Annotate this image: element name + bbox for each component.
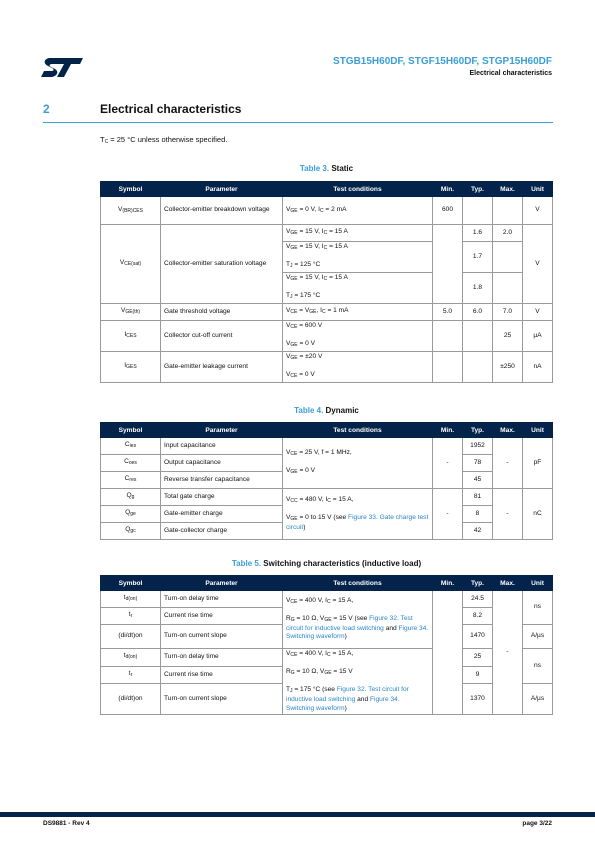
max-cell [493,273,523,304]
symbol-cell: $Q_{gc}$ [101,523,161,540]
typ-cell [463,321,493,352]
typ-cell: 8 [463,506,493,523]
min-cell: 5.0 [433,304,463,321]
col-unit: Unit [523,423,553,438]
symbol-cell: $V_{GE(th)}$ [101,304,161,321]
unit-cell: µA [523,321,553,352]
typ-cell [463,197,493,225]
min-cell: - [433,438,463,489]
unit-cell: ns [523,591,553,625]
max-cell: - [493,591,523,715]
conditions-cell: $V_{GE} = \pm 20$ V $V_{CE} = 0$ V [283,352,433,383]
min-cell: - [433,489,463,540]
conditions-cell: $V_{GE} = 0$ V, $I_C = 2$ mA [283,197,433,225]
parameter-cell: Collector-emitter saturation voltage [161,225,283,304]
symbol-cell: $Q_{ge}$ [101,506,161,523]
symbol-cell: (di/dt)on [101,684,161,715]
table-row [101,197,553,225]
unit-cell: nC [523,489,553,540]
col-symbol: Symbol [101,423,161,438]
symbol-cell: (di/dt)on [101,625,161,649]
col-typ: Typ. [463,576,493,591]
max-cell: - [493,438,523,489]
table3-static [100,181,553,383]
section-number: 2 [43,102,50,116]
table5-caption: Table 5. Switching characteristics (inductive load) [231,559,422,568]
col-conditions: Test conditions [283,182,433,197]
col-min: Min. [433,423,463,438]
conditions-cell: $V_{CC} = 480$ V, $I_C = 15$ A, $V_{GE} = 0$ to 15 V (see Figure 33. Gate charge test circuit) [283,489,433,540]
parameter-cell: Turn-on current slope [161,625,283,649]
typ-cell: 25 [463,649,493,667]
figure34-link[interactable]: Figure 34. Switching waveform [286,624,429,641]
table-row [101,225,553,242]
col-unit: Unit [523,576,553,591]
parameter-cell: Collector-emitter breakdown voltage [161,197,283,225]
max-cell: - [493,489,523,540]
parameter-cell: Reverse transfer capacitance [161,472,283,489]
table-row [101,489,553,506]
table-header-row [101,423,553,438]
max-cell: 25 [493,321,523,352]
unit-cell: A/µs [523,625,553,649]
parameter-cell: Turn-on delay time [161,649,283,667]
conditions-cell: $V_{CE} = V_{GE}$, $I_C = 1$ mA [283,304,433,321]
symbol-cell: $t_r$ [101,608,161,625]
symbol-cell: $t_r$ [101,666,161,684]
col-max: Max. [493,423,523,438]
table3-caption: Table 3. Static [299,164,354,173]
parameter-cell: Output capacitance [161,455,283,472]
symbol-cell: $V_{(BR)CES}$ [101,197,161,225]
col-symbol: Symbol [101,182,161,197]
section-header-label: Electrical characteristics [469,70,552,77]
col-symbol: Symbol [101,576,161,591]
table5-switching [100,575,553,715]
col-min: Min. [433,576,463,591]
conditions-note: $T_C = 25$ °C unless otherwise specified. [100,135,228,145]
conditions-cell: $V_{GE} = 15$ V, $I_C = 15$ A $T_J = 175$ °C [283,273,433,304]
conditions-cell: $V_{GE} = 15$ V, $I_C = 15$ A [283,225,433,242]
col-unit: Unit [523,182,553,197]
table-header-row [101,182,553,197]
col-typ: Typ. [463,182,493,197]
max-cell [493,197,523,225]
figure32-link[interactable]: Figure 32. Test circuit for inductive load switching [286,686,409,703]
parameter-cell: Collector cut-off current [161,321,283,352]
parameter-cell: Turn-on delay time [161,591,283,608]
typ-cell: 8.2 [463,608,493,625]
typ-cell: 45 [463,472,493,489]
conditions-cell: $V_{CE} = 25$ V, f = 1 MHz, $V_{GE} = 0$ V [283,438,433,489]
typ-cell: 81 [463,489,493,506]
min-cell [433,321,463,352]
parameter-cell: Gate threshold voltage [161,304,283,321]
section-divider [43,122,553,123]
col-conditions: Test conditions [283,576,433,591]
unit-cell: A/µs [523,684,553,715]
max-cell: 2.0 [493,225,523,242]
conditions-cell: $V_{CE} = 400$ V, $I_C = 15$ A, $R_G = 10$ Ω, $V_{GE} = 15$ V (see Figure 32. Test circuit for inductive load switching and Figure 34. Switching waveform) [283,591,433,649]
symbol-cell: $I_{CES}$ [101,321,161,352]
parameter-cell: Gate-collector charge [161,523,283,540]
min-cell [433,225,463,304]
parameter-cell: Gate-emitter charge [161,506,283,523]
table-row [101,438,553,455]
typ-cell: 1470 [463,625,493,649]
col-parameter: Parameter [161,576,283,591]
footer-bar [0,812,595,817]
unit-cell: pF [523,438,553,489]
col-parameter: Parameter [161,182,283,197]
document-revision: DS9881 - Rev 4 [43,820,90,827]
figure32-link[interactable]: Figure 32. Test circuit for inductive load switching [286,615,413,632]
typ-cell: 1952 [463,438,493,455]
typ-cell: 1370 [463,684,493,715]
typ-cell [463,352,493,383]
col-min: Min. [433,182,463,197]
typ-cell: 9 [463,666,493,684]
table4-caption: Table 4. Dynamic [294,406,359,415]
col-max: Max. [493,576,523,591]
min-cell [433,352,463,383]
max-cell: 7.0 [493,304,523,321]
max-cell: ±250 [493,352,523,383]
col-max: Max. [493,182,523,197]
parameter-cell: Gate-emitter leakage current [161,352,283,383]
st-logo-icon [40,56,84,78]
parameter-cell: Input capacitance [161,438,283,455]
symbol-cell: $t_{d(on)}$ [101,649,161,667]
table-row [101,352,553,383]
symbol-cell: $C_{res}$ [101,472,161,489]
conditions-cell: $V_{CE} = 400$ V, $I_C = 15$ A, $R_G = 10$ Ω, $V_{GE} = 15$ V $T_J = 175$ °C (see Figure 32. Test circuit for inductive load switching and Figure 34. Switching waveform) [283,649,433,715]
table-row [101,304,553,321]
typ-cell: 1.8 [463,273,493,304]
symbol-cell: $Q_g$ [101,489,161,506]
typ-cell: 42 [463,523,493,540]
symbol-cell: $V_{CE(sat)}$ [101,225,161,304]
col-typ: Typ. [463,423,493,438]
page-number: page 3/22 [522,820,552,827]
unit-cell: nA [523,352,553,383]
unit-cell: V [523,304,553,321]
parameter-cell: Turn-on current slope [161,684,283,715]
symbol-cell: $C_{ies}$ [101,438,161,455]
conditions-cell: $V_{CE} = 600$ V $V_{GE} = 0$ V [283,321,433,352]
document-title: STGB15H60DF, STGF15H60DF, STGP15H60DF [333,56,552,67]
table-row [101,321,553,352]
typ-cell: 6.0 [463,304,493,321]
table-row [101,649,553,667]
typ-cell: 1.6 [463,225,493,242]
figure33-link[interactable]: Figure 33. Gate charge test circuit [286,514,429,531]
figure34-link[interactable]: Figure 34. Switching waveform [286,695,400,712]
min-cell [433,591,463,715]
table-row [101,591,553,608]
unit-cell: ns [523,649,553,684]
max-cell [493,242,523,273]
parameter-cell: Current rise time [161,666,283,684]
unit-cell: V [523,225,553,304]
table-header-row [101,576,553,591]
table4-dynamic [100,422,553,540]
symbol-cell: $t_{d(on)}$ [101,591,161,608]
conditions-cell: $V_{GE} = 15$ V, $I_C = 15$ A $T_J = 125$ °C [283,242,433,273]
col-parameter: Parameter [161,423,283,438]
col-conditions: Test conditions [283,423,433,438]
typ-cell: 24.5 [463,591,493,608]
typ-cell: 1.7 [463,242,493,273]
min-cell: 600 [433,197,463,225]
typ-cell: 78 [463,455,493,472]
parameter-cell: Current rise time [161,608,283,625]
symbol-cell: $I_{GES}$ [101,352,161,383]
section-title: Electrical characteristics [100,102,242,116]
symbol-cell: $C_{oes}$ [101,455,161,472]
parameter-cell: Total gate charge [161,489,283,506]
unit-cell: V [523,197,553,225]
